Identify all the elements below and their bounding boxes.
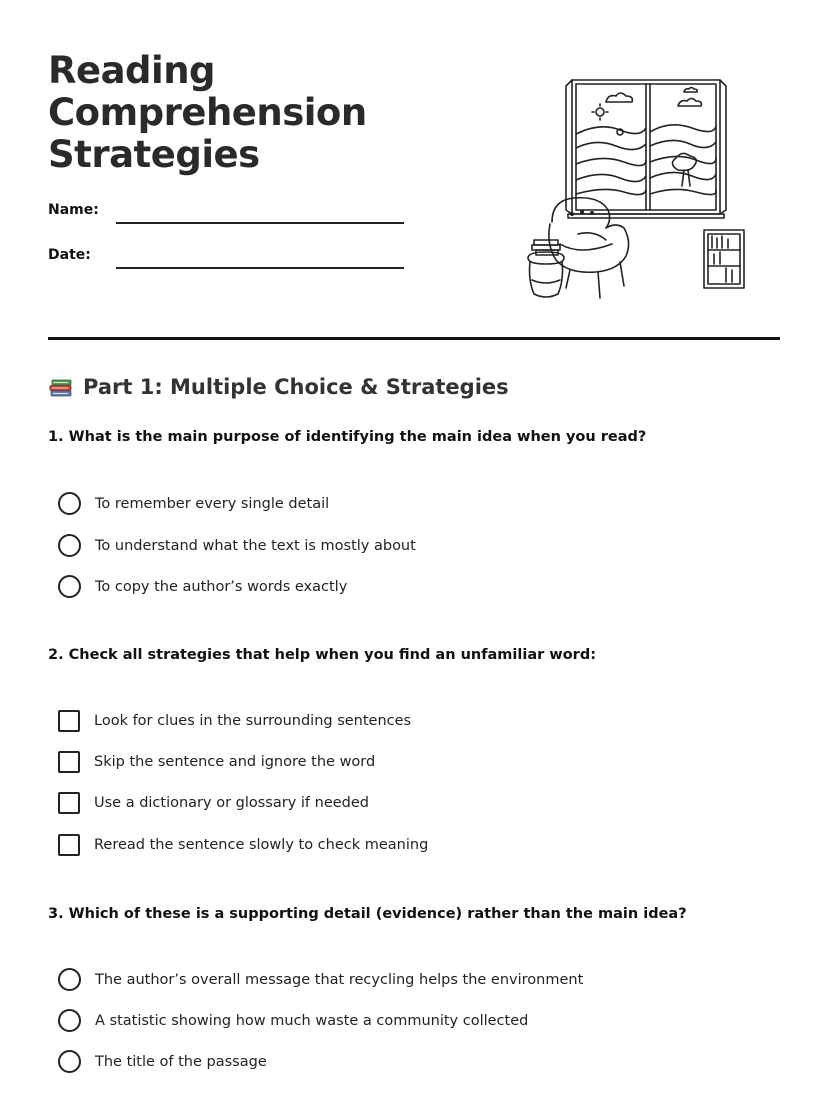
- part1-heading: [48, 374, 509, 400]
- q1-option-1[interactable]: [58, 492, 329, 515]
- question-2: 2. Check all strategies that help when you find an unfamiliar word:: [48, 647, 596, 663]
- radio-button[interactable]: [58, 968, 81, 991]
- checkbox[interactable]: [58, 834, 80, 856]
- name-field[interactable]: [116, 222, 404, 224]
- title-line: Reading: [48, 49, 216, 92]
- q2-option-2[interactable]: [58, 751, 375, 773]
- question-3: 3. Which of these is a supporting detail (evidence) rather than the main idea?: [48, 906, 687, 922]
- option-label: The author’s overall message that recycling helps the environment: [95, 971, 584, 988]
- q1-option-2[interactable]: [58, 534, 416, 557]
- q3-option-3[interactable]: [58, 1050, 267, 1073]
- reading-nook-illustration: [520, 74, 752, 306]
- q2-option-1[interactable]: [58, 710, 411, 732]
- option-label: To remember every single detail: [95, 495, 330, 512]
- option-label: To understand what the text is mostly about: [95, 537, 416, 554]
- part1-title: Part 1: Multiple Choice & Strategies: [83, 375, 509, 399]
- radio-button[interactable]: [58, 575, 81, 598]
- date-field[interactable]: [116, 267, 404, 269]
- option-label: Reread the sentence slowly to check meaning: [94, 837, 429, 853]
- radio-button[interactable]: [58, 534, 81, 557]
- q3-option-2[interactable]: [58, 1009, 528, 1032]
- worksheet-title: [48, 50, 468, 176]
- checkbox[interactable]: [58, 751, 80, 773]
- name-label: Name:: [48, 202, 99, 218]
- section-divider: [48, 337, 780, 340]
- q2-option-3[interactable]: [58, 792, 369, 814]
- date-label: Date:: [48, 247, 91, 263]
- option-label: Use a dictionary or glossary if needed: [94, 795, 370, 811]
- option-label: Look for clues in the surrounding sentences: [94, 713, 412, 729]
- option-label: The title of the passage: [95, 1053, 267, 1070]
- q2-option-4[interactable]: [58, 834, 428, 856]
- radio-button[interactable]: [58, 1009, 81, 1032]
- q3-option-1[interactable]: [58, 968, 583, 991]
- title-line: Comprehension: [48, 91, 367, 134]
- checkbox[interactable]: [58, 710, 80, 732]
- option-label: To copy the author’s words exactly: [95, 578, 348, 595]
- title-line: Strategies: [48, 133, 260, 176]
- option-label: Skip the sentence and ignore the word: [94, 754, 376, 770]
- q1-option-3[interactable]: [58, 575, 347, 598]
- radio-button[interactable]: [58, 1050, 81, 1073]
- question-1: 1. What is the main purpose of identifying the main idea when you read?: [48, 429, 647, 445]
- option-label: A statistic showing how much waste a community collected: [95, 1012, 529, 1029]
- checkbox[interactable]: [58, 792, 80, 814]
- books-icon: [48, 374, 74, 400]
- radio-button[interactable]: [58, 492, 81, 515]
